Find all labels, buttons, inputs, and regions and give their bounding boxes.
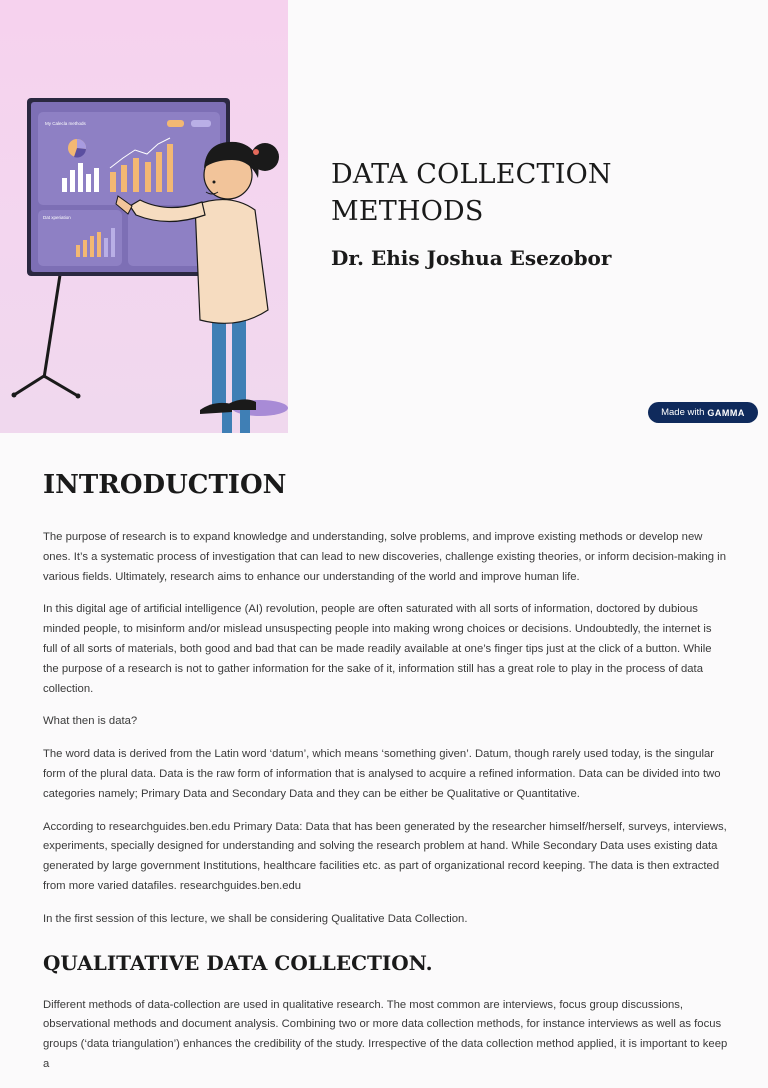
- presenter-illustration: [0, 0, 288, 433]
- title-slide: [0, 0, 768, 433]
- paragraph: According to researchguides.ben.edu Primary Data: Data that has been generated by the researcher himself/herself, surveys, interviews, experiments, specially designed for understanding and solving the research problem at hand. While Secondary Data uses existing data generated by large government Institutions, healthcare facilities etc. as part of organizational record keeping. The data is then extracted from more varied datafiles. researchguides.ben.edu: [43, 820, 727, 892]
- paragraph: In this digital age of artificial intelligence (AI) revolution, people are often saturated with all sorts of information, doctored by dubious minded people, to misinform and/or mislead unsuspecting people into making wrong choices or decisions. Undoubtedly, the internet is full of all sorts of materials, both good and bad that can be made readily available at one’s finger tips just at the click of a button. While the purpose of a research is not to gather information for the sake of it, information still has a great role to play in the process of data collection.: [43, 603, 712, 695]
- dashboard-subtitle: Dat xperiation: [43, 215, 71, 220]
- author-name: Dr. Ehis Joshua Esezobor: [331, 246, 612, 270]
- paragraph: What then is data?: [43, 715, 138, 728]
- document-title: DATA COLLECTION METHODS: [331, 159, 612, 227]
- paragraph: The purpose of research is to expand knowledge and understanding, solve problems, and improve existing methods or develop new ones. It’s a systematic process of investigation that can lead to new discoveries, challenge existing theories, or inform decision-making in various fields. Ultimately, research aims to enhance our understanding of the world and improve human life.: [43, 531, 726, 583]
- paragraph: The word data is derived from the Latin word ‘datum’, which means ‘something given’. Datum, though rarely used today, is the singular form of the plural data. Data is the raw form of information that is analysed to acquire a refined information. Data can be divided into two categories namely; Primary Data and Secondary Data and they can be either be Qualitative or Quantitative.: [43, 748, 721, 800]
- paragraph: In the first session of this lecture, we shall be considering Qualitative Data Collection.: [43, 912, 468, 925]
- hero-illustration: [0, 0, 288, 433]
- badge-prefix: Made with: [661, 407, 705, 418]
- section-heading-introduction: INTRODUCTION: [43, 470, 287, 500]
- section-heading-qualitative: QUALITATIVE DATA COLLECTION.: [43, 950, 433, 975]
- dashboard-title: My Calecla methods: [45, 121, 86, 126]
- document-body: [43, 468, 728, 1088]
- paragraph: Different methods of data-collection are used in qualitative research. The most common are interviews, focus group discussions, observational methods and document analysis. Combining two or more data collection methods, for instance interviews as well as focus groups (‘data triangulation’) enhances the credibility of the study. Irrespective of the data collection method applied, it is important to keep a: [43, 998, 728, 1070]
- gamma-logo: GAMMA: [707, 407, 745, 418]
- made-with-gamma-badge[interactable]: [648, 402, 758, 423]
